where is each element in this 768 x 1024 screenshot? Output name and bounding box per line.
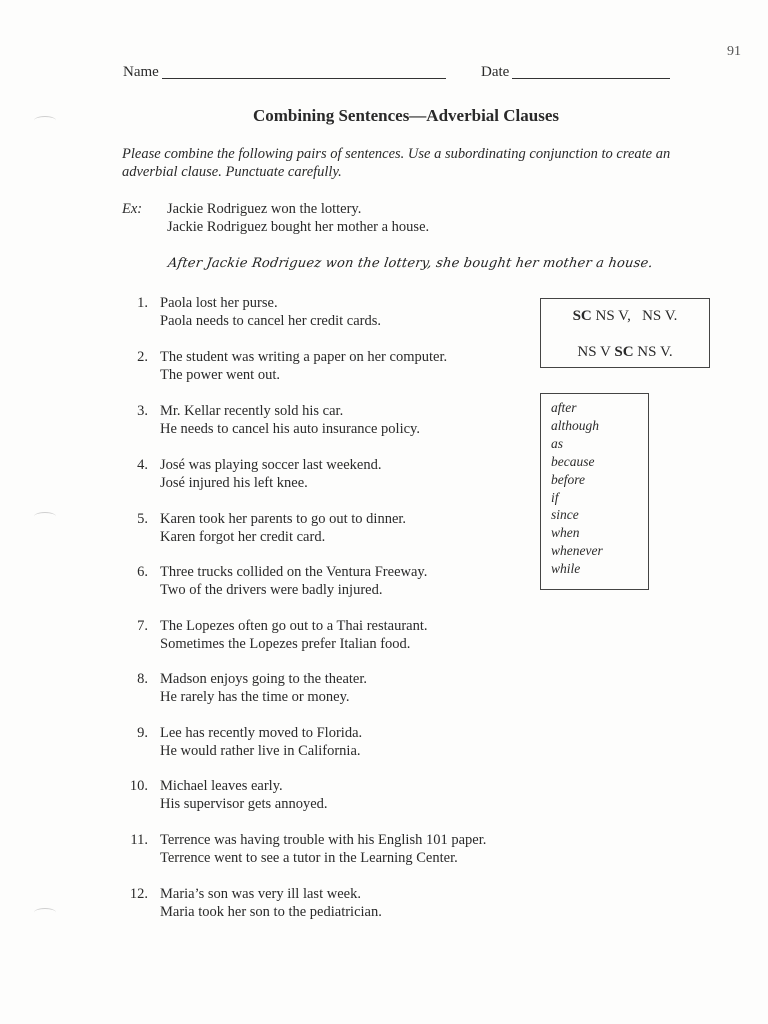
sentence-pattern-box (540, 298, 710, 368)
pattern-sc-label: SC (614, 344, 634, 360)
item-sentence-2: Maria took her son to the pediatrician. (160, 904, 382, 920)
pattern-rest: NS V, NS V. (591, 308, 678, 324)
item-sentence-1: Madson enjoys going to the theater. (160, 671, 367, 687)
item-number: 11. (130, 832, 148, 848)
item-sentence-1: Terrence was having trouble with his English 101 paper. (160, 832, 487, 848)
conjunction-list-box (540, 393, 649, 590)
item-sentence-1: The Lopezes often go out to a Thai restaurant. (160, 618, 428, 634)
item-number: 6. (137, 564, 148, 580)
item-sentence-2: Sometimes the Lopezes prefer Italian food. (160, 636, 411, 652)
item-sentence-1: The student was writing a paper on her computer. (160, 349, 448, 365)
punch-hole-mark (34, 512, 56, 521)
punch-hole-mark (34, 908, 56, 917)
item-number: 8. (137, 671, 148, 687)
conjunction-item: although (551, 417, 600, 433)
conjunction-item: because (551, 453, 595, 469)
example-sentence-2: Jackie Rodriguez bought her mother a house. (167, 219, 430, 235)
page-number: 91 (727, 44, 741, 59)
conjunction-item: when (551, 525, 580, 541)
item-sentence-1: Paola lost her purse. (160, 295, 278, 311)
pattern-sc-label: SC (572, 308, 592, 324)
item-sentence-1: Three trucks collided on the Ventura Freeway. (160, 564, 428, 580)
item-number: 1. (137, 295, 148, 311)
item-sentence-2: He needs to cancel his auto insurance policy. (160, 421, 420, 437)
example-answer-handwritten: After Jackie Rodriguez won the lottery, she bought her mother a house. (166, 256, 654, 271)
conjunction-item: whenever (551, 543, 603, 559)
worksheet-title: Combining Sentences—Adverbial Clauses (252, 106, 560, 125)
example-label: Ex: (122, 201, 143, 217)
item-sentence-1: Maria’s son was very ill last week. (160, 886, 361, 902)
conjunction-item: as (551, 435, 564, 451)
pattern-start: NS V (577, 344, 615, 360)
item-number: 2. (137, 349, 148, 365)
item-number: 3. (137, 403, 148, 419)
date-blank-line (512, 78, 670, 79)
item-number: 4. (137, 457, 148, 473)
name-label: Name (123, 64, 159, 80)
item-number: 9. (137, 725, 148, 741)
item-sentence-1: José was playing soccer last weekend. (160, 457, 382, 473)
item-sentence-2: José injured his left knee. (160, 475, 308, 491)
item-number: 12. (129, 886, 148, 902)
example-sentence-1: Jackie Rodriguez won the lottery. (167, 201, 362, 217)
item-sentence-1: Karen took her parents to go out to dinner. (160, 511, 407, 527)
item-number: 5. (137, 511, 148, 527)
item-sentence-2: Paola needs to cancel her credit cards. (160, 313, 382, 329)
punch-hole-mark (34, 116, 56, 125)
conjunction-item: after (551, 400, 577, 415)
pattern-rest: NS V. (633, 344, 673, 360)
conjunction-item: if (551, 489, 559, 505)
item-sentence-2: His supervisor gets annoyed. (160, 796, 328, 812)
name-blank-line (162, 78, 446, 79)
item-sentence-2: He would rather live in California. (160, 743, 361, 759)
pattern-sc-first (541, 308, 709, 325)
pattern-sc-middle (541, 344, 709, 361)
item-sentence-2: The power went out. (160, 367, 280, 383)
date-label: Date (481, 64, 510, 80)
item-sentence-1: Lee has recently moved to Florida. (160, 725, 363, 741)
conjunction-item: while (551, 561, 581, 577)
item-sentence-2: He rarely has the time or money. (160, 689, 350, 705)
item-sentence-1: Michael leaves early. (160, 778, 283, 794)
conjunction-item: before (551, 471, 585, 487)
item-sentence-2: Two of the drivers were badly injured. (160, 582, 383, 598)
item-number: 10. (129, 778, 148, 794)
item-sentence-1: Mr. Kellar recently sold his car. (160, 403, 344, 419)
instructions: Please combine the following pairs of sentences. Use a subordinating conjunction to create an adverbial clause. Punctuate carefully. (122, 146, 671, 180)
conjunction-item: since (551, 507, 579, 523)
item-sentence-2: Terrence went to see a tutor in the Learning Center. (160, 850, 458, 866)
item-sentence-2: Karen forgot her credit card. (160, 529, 326, 545)
item-number: 7. (137, 618, 148, 634)
